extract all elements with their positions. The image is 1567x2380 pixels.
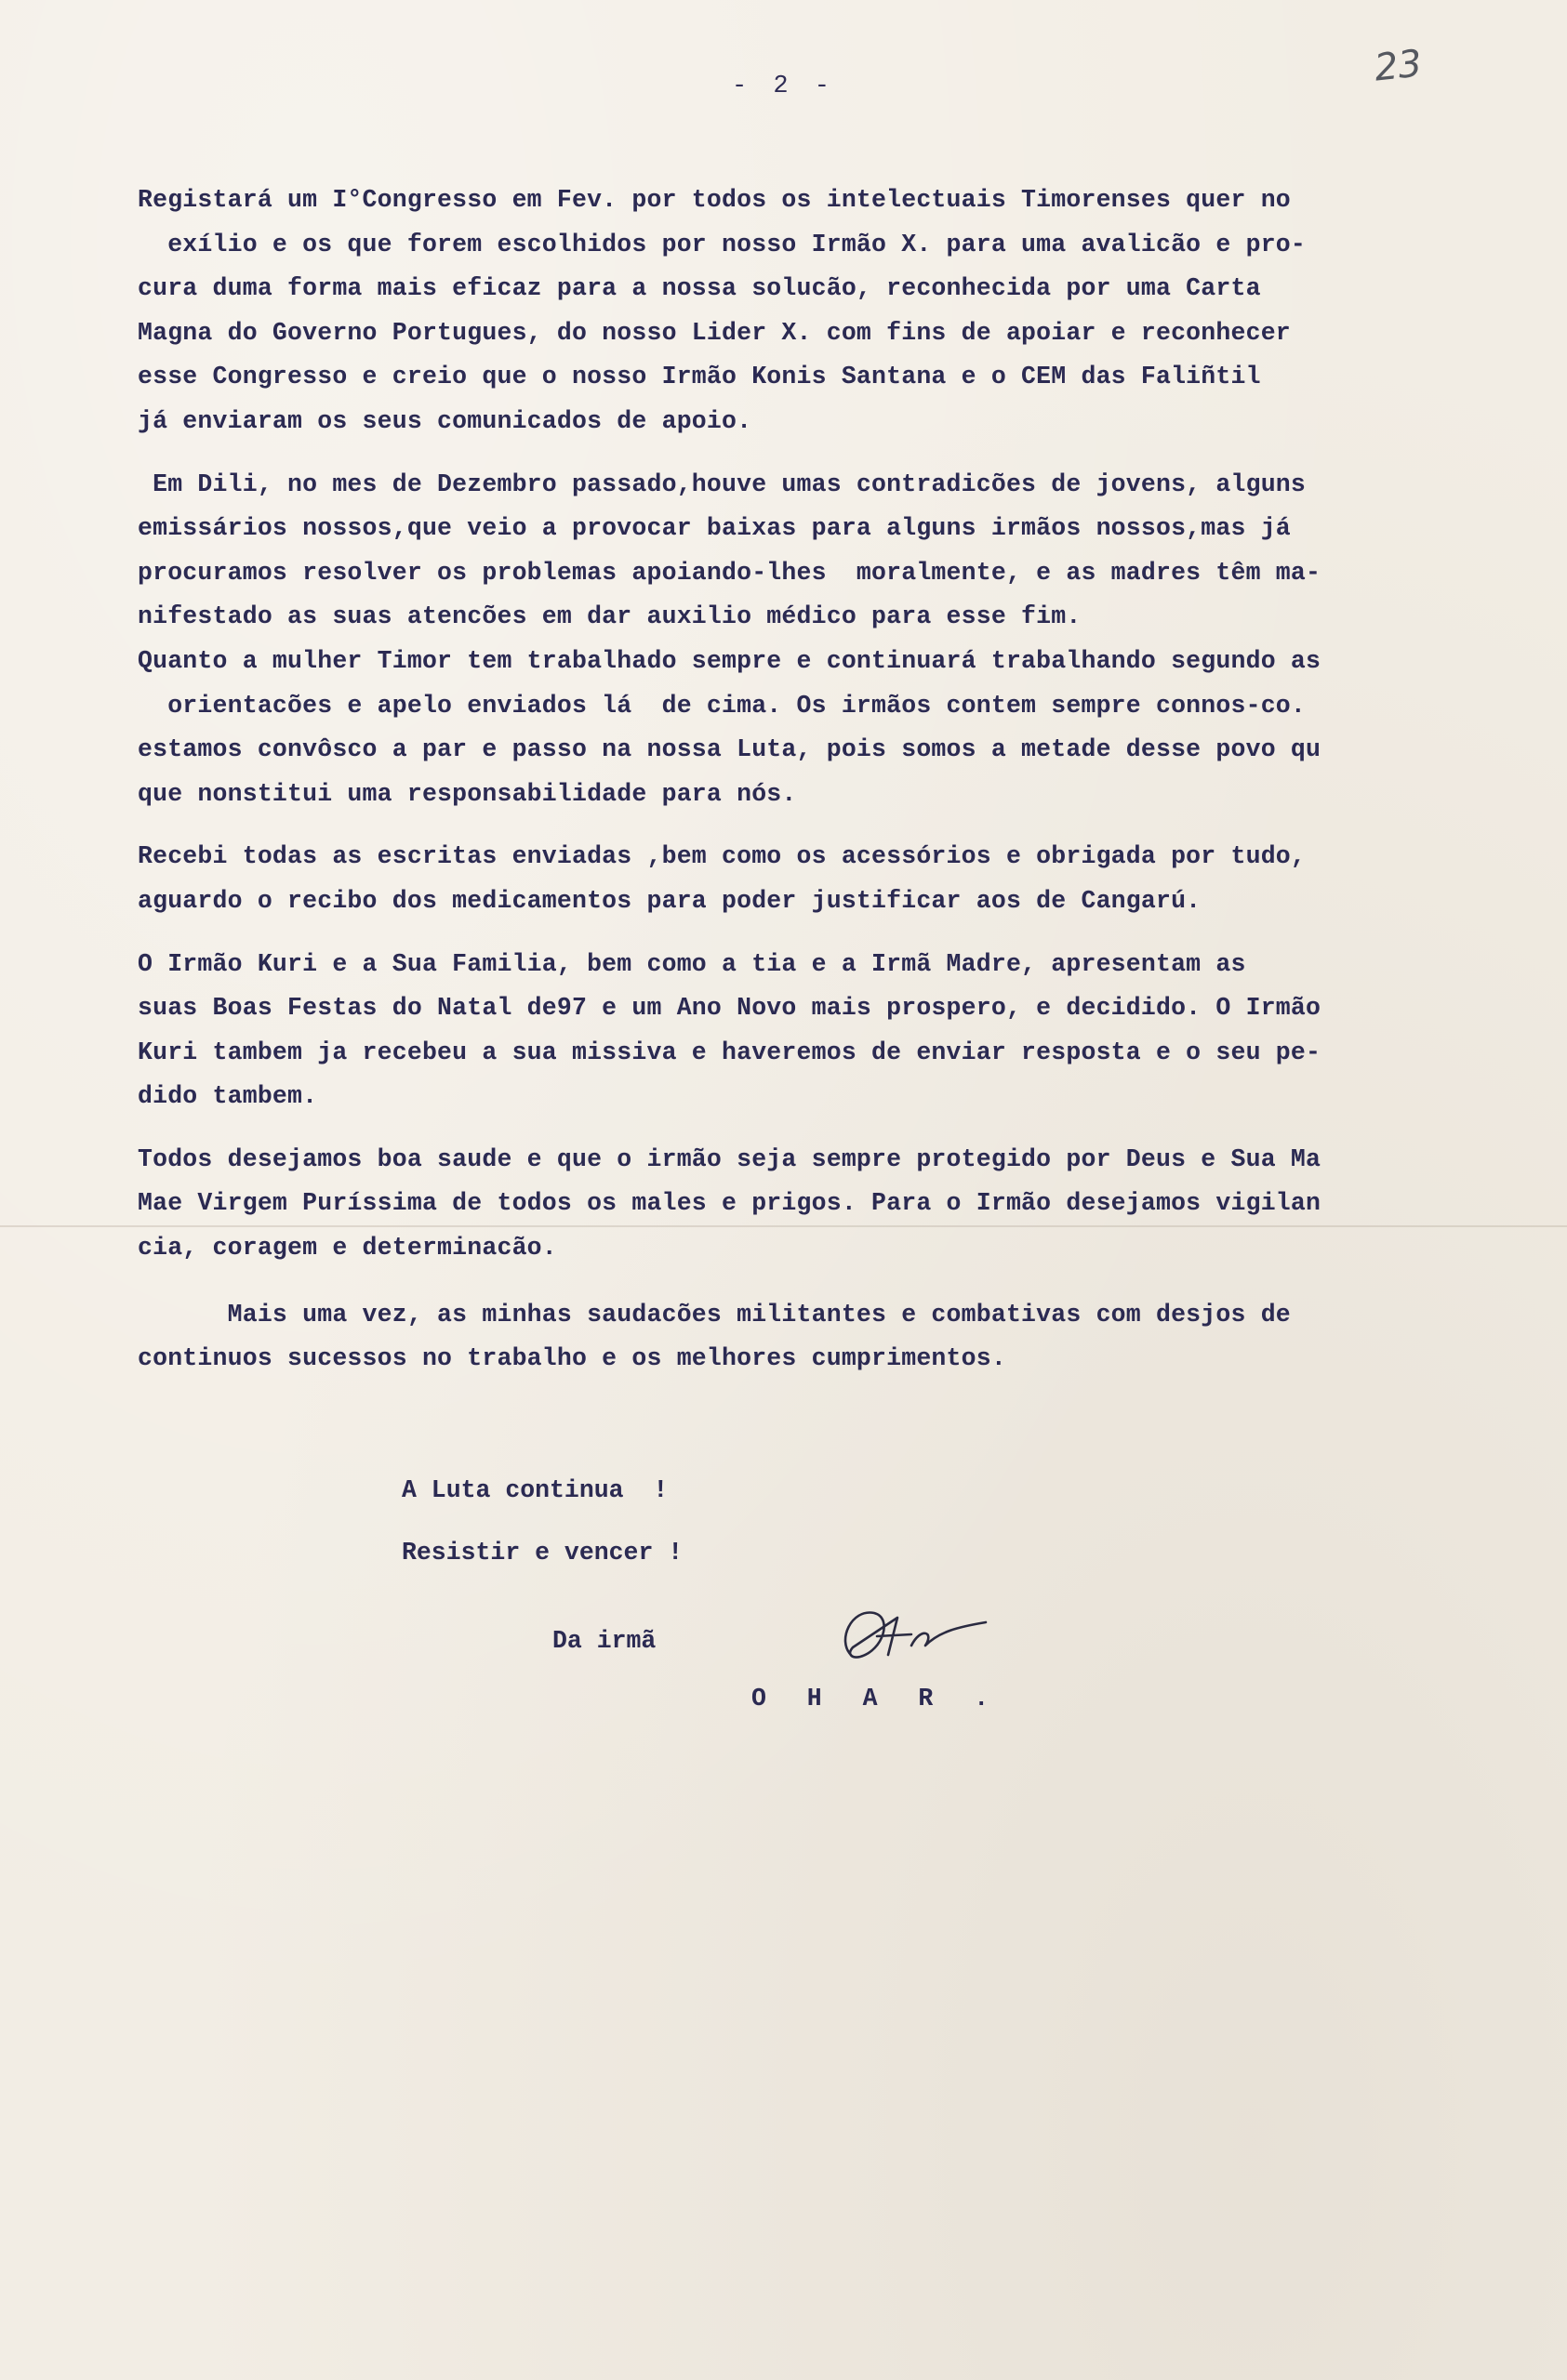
text-line: Magna do Governo Portugues, do nosso Lider X. com fins de apoiar e reconhecer — [138, 318, 1291, 347]
text-line: O Irmão Kuri e a Sua Familia, bem como a tia e a Irmã Madre, apresentam as — [138, 949, 1246, 978]
text-line: estamos convôsco a par e passo na nossa Luta, pois somos a metade desse povo qu — [138, 735, 1321, 764]
slogan-line: A Luta continua ! — [402, 1476, 669, 1504]
text-line: exílio e os que forem escolhidos por nosso Irmão X. para uma avalicão e pro- — [138, 230, 1307, 258]
text-line: Mae Virgem Puríssima de todos os males e prigos. Para o Irmão desejamos vigilan — [138, 1189, 1321, 1218]
paragraph-dili — [138, 463, 1458, 817]
text-line: emissários nossos,que veio a provocar baixas para alguns irmãos nossos,mas já — [138, 514, 1291, 543]
text-line: esse Congresso e creio que o nosso Irmão Konis Santana e o CEM das Faliñtil — [138, 363, 1261, 391]
letter-body — [138, 178, 1458, 1400]
text-line: dido tambem. — [138, 1082, 318, 1111]
text-line: nifestado as suas atencões em dar auxilio médico para esse fim. — [138, 602, 1082, 631]
from-label: Da irmã — [552, 1627, 657, 1655]
paragraph-farewell — [138, 1293, 1458, 1382]
text-line: Em Dili, no mes de Dezembro passado,houve umas contradicões de jovens, alguns — [138, 469, 1307, 498]
paragraph-received — [138, 835, 1458, 923]
closing-slogans — [402, 1460, 683, 1584]
slogan-line: Resistir e vencer ! — [402, 1539, 684, 1567]
signer-name: O H A R . — [751, 1685, 1003, 1712]
text-line: aguardo o recibo dos medicamentos para poder justificar aos de Cangarú. — [138, 886, 1202, 915]
text-line: Kuri tambem ja recebeu a sua missiva e haveremos de enviar resposta e o seu pe- — [138, 1038, 1321, 1066]
paragraph-congress — [138, 178, 1458, 444]
text-line: continuos sucessos no trabalho e os melhores cumprimentos. — [138, 1344, 1006, 1373]
text-line: Mais uma vez, as minhas saudacões militantes e combativas com desjos de — [138, 1300, 1291, 1329]
text-line: que nonstitui uma responsabilidade para nós. — [138, 779, 797, 808]
text-line: Todos desejamos boa saude e que o irmão seja sempre protegido por Deus e Sua Ma — [138, 1144, 1321, 1173]
text-line: Quanto a mulher Timor tem trabalhado sempre e continuará trabalhando segundo as — [138, 646, 1321, 675]
text-line: procuramos resolver os problemas apoiando-lhes moralmente, e as madres têm ma- — [138, 558, 1321, 587]
text-line: Registará um I°Congresso em Fev. por todos os intelectuais Timorenses quer no — [138, 186, 1291, 214]
archive-page-mark: 23 — [1372, 42, 1425, 90]
paragraph-wishes — [138, 1138, 1458, 1271]
text-line: orientacões e apelo enviados lá de cima. Os irmãos contem sempre connos-co. — [138, 691, 1307, 720]
text-line: já enviaram os seus comunicados de apoio. — [138, 406, 752, 435]
text-line: cura duma forma mais eficaz para a nossa solucão, reconhecida por uma Carta — [138, 274, 1261, 303]
paragraph-greetings — [138, 943, 1458, 1119]
page-number: - 2 - — [731, 73, 835, 100]
handwritten-signature — [832, 1590, 1000, 1673]
text-line: Recebi todas as escritas enviadas ,bem como os acessórios e obrigada por tudo, — [138, 842, 1307, 871]
text-line: suas Boas Festas do Natal de97 e um Ano Novo mais prospero, e decidido. O Irmão — [138, 994, 1321, 1023]
text-line: cia, coragem e determinacão. — [138, 1234, 557, 1263]
